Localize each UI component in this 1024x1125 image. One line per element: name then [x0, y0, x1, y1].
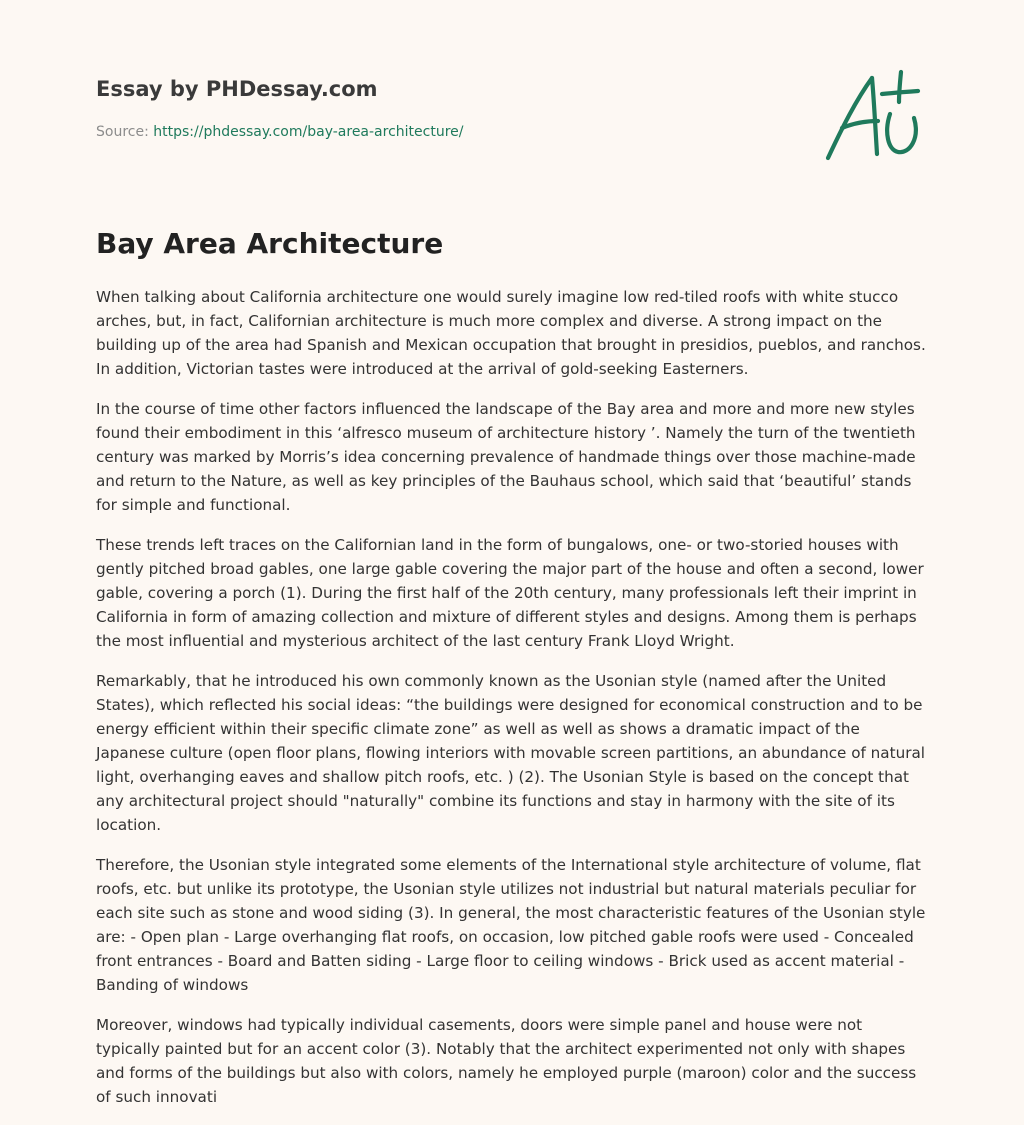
source-link[interactable]: https://phdessay.com/bay-area-architecture/: [153, 124, 464, 140]
source-label: Source:: [96, 124, 154, 140]
paragraph: These trends left traces on the Californian land in the form of bungalows, one- or two-storied houses with gently pitched broad gables, one large gable covering the major part of the house and often a second, lower gable, covering a porch (1). During the first half of the 20th century, many professionals left their imprint in California in form of amazing collection and mixture of different styles and designs. Among them is perhaps the most influential and mysterious architect of the last century Frank Lloyd Wright.: [96, 536, 924, 650]
source-line: [96, 122, 796, 142]
site-title: Essay by PHDessay.com: [96, 77, 378, 101]
essay-header: [96, 74, 796, 142]
paragraph: When talking about California architecture one would surely imagine low red-tiled roofs with white stucco arches, but, in fact, Californian architecture is much more complex and diverse. A strong impact on the building up of the area had Spanish and Mexican occupation that brought in presidios, pueblos, and ranchos. In addition, Victorian tastes were introduced at the arrival of gold-seeking Easterners.: [96, 288, 926, 378]
paragraph: Therefore, the Usonian style integrated some elements of the International style architecture of volume, flat roofs, etc. but unlike its prototype, the Usonian style utilizes not industrial but natural materials peculiar for each site such as stone and wood siding (3). In general, the most characteristic features of the Usonian style are: - Open plan - Large overhanging flat roofs, on occasion, low pitched gable roofs were used - Concealed front entrances - Board and Batten siding - Large floor to ceiling windows - Brick used as accent material - Banding of windows: [96, 856, 926, 994]
essay-body: [96, 285, 928, 1125]
paragraph: In the course of time other factors influenced the landscape of the Bay area and more and more new styles found their embodiment in this ‘alfresco museum of architecture history ’. Namely the turn of the twentieth century was marked by Morris’s idea concerning prevalence of handmade things over those machine-made and return to the Nature, as well as key principles of the Bauhaus school, which said that ‘beautiful’ stands for simple and functional.: [96, 400, 916, 514]
a-plus-grade-icon: [822, 66, 928, 166]
paragraph: Moreover, windows had typically individual casements, doors were simple panel and house were not typically painted but for an accent color (3). Notably that the architect experimented not only with shapes and forms of the buildings but also with colors, namely he employed purple (maroon) color and the success of such innovati: [96, 1016, 917, 1106]
paragraph: Remarkably, that he introduced his own commonly known as the Usonian style (named after the United States), which reflected his social ideas: “the buildings were designed for economical construction and to be energy efficient within their specific climate zone” as well as well as shows a dramatic impact of the Japanese culture (open floor plans, flowing interiors with movable screen partitions, an abundance of natural light, overhanging eaves and shallow pitch roofs, etc. ) (2). The Usonian Style is based on the concept that any architectural project should "naturally" combine its functions and stay in harmony with the site of its location.: [96, 672, 925, 834]
document-title: Bay Area Architecture: [96, 227, 444, 260]
